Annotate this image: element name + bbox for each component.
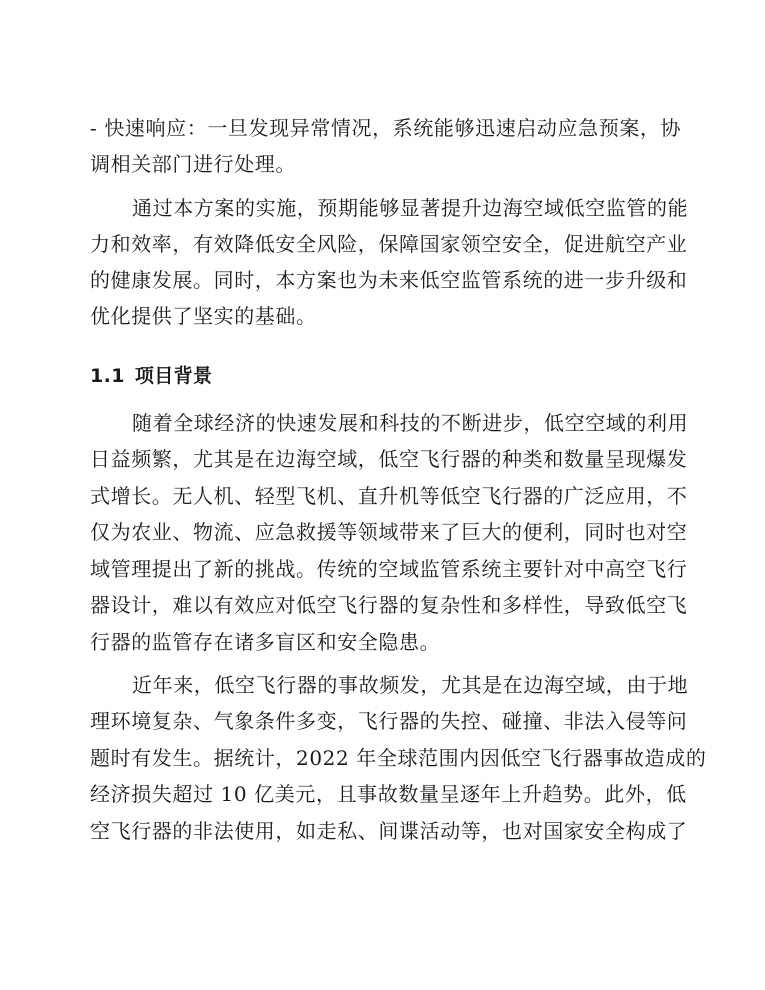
background-p2-line-2: 理环境复杂、气象条件多变，飞行器的失控、碰撞、非法入侵等问	[90, 709, 688, 733]
summary-line-2: 力和效率，有效降低安全风险，保障国家领空安全，促进航空产业	[90, 232, 688, 256]
section-number: 1.1	[90, 365, 125, 387]
bullet-line-2: 调相关部门进行处理。	[90, 152, 296, 176]
background-p1-line-6: 器设计，难以有效应对低空飞行器的复杂性和多样性，导致低空飞	[90, 593, 688, 617]
summary-line-1: 通过本方案的实施，预期能够显著提升边海空域低空监管的能	[132, 196, 689, 220]
summary-line-3: 的健康发展。同时，本方案也为未来低空监管系统的进一步升级和	[90, 268, 688, 292]
background-p2-line-5: 空飞行器的非法使用，如走私、间谍活动等，也对国家安全构成了	[90, 819, 688, 843]
background-p1-line-7: 行器的监管存在诸多盲区和安全隐患。	[90, 630, 441, 654]
background-p2-line-3: 题时有发生。据统计，2022 年全球范围内因低空飞行器事故造成的	[90, 746, 707, 770]
section-title: 项目背景	[134, 365, 213, 387]
background-p1-line-3: 式增长。无人机、轻型飞机、直升机等低空飞行器的广泛应用，不	[90, 484, 688, 508]
background-p1-line-4: 仅为农业、物流、应急救援等领域带来了巨大的便利，同时也对空	[90, 520, 688, 544]
background-p1-line-1: 随着全球经济的快速发展和科技的不断进步，低空空域的利用	[132, 411, 689, 435]
background-p1-line-2: 日益频繁，尤其是在边海空域，低空飞行器的种类和数量呈现爆发	[90, 447, 688, 471]
background-p1-line-5: 域管理提出了新的挑战。传统的空域监管系统主要针对中高空飞行	[90, 557, 688, 581]
background-p2-line-4: 经济损失超过 10 亿美元，且事故数量呈逐年上升趋势。此外，低	[90, 782, 687, 806]
background-p2-line-1: 近年来，低空飞行器的事故频发，尤其是在边海空域，由于地	[132, 673, 689, 697]
bullet-line-1: - 快速响应：一旦发现异常情况，系统能够迅速启动应急预案，协	[90, 116, 682, 140]
summary-line-4: 优化提供了坚实的基础。	[90, 304, 317, 328]
section-heading	[90, 364, 212, 388]
